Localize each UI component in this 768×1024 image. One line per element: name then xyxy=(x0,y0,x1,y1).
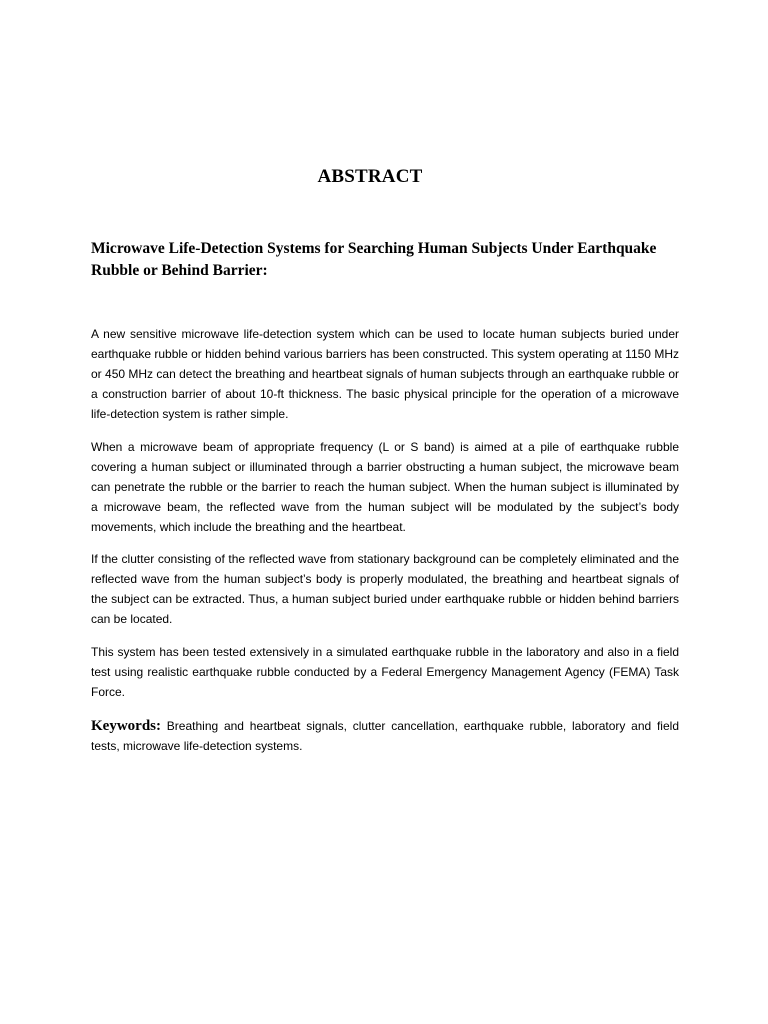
paper-title: Microwave Life-Detection Systems for Searching Human Subjects Under Earthquake Rubble or Behind Barrier: xyxy=(91,240,657,279)
abstract-paragraph-1: A new sensitive microwave life-detection system which can be used to locate human subjects buried under earthquake rubble or hidden behind various barriers has been constructed. This system operating at 1150 MHz or 450 MHz can detect the breathing and heartbeat signals of human subjects through an earthquake rubble or a construction barrier of about 10-ft thickness. The basic physical principle for the operation of a microwave life-detection system is rather simple. xyxy=(91,327,679,421)
abstract-heading: ABSTRACT xyxy=(317,166,423,187)
keywords-paragraph xyxy=(91,716,679,756)
keywords-text: Breathing and heartbeat signals, clutter cancellation, earthquake rubble, laboratory and field tests, microwave life-detection systems. xyxy=(91,719,679,753)
abstract-paragraph-3: If the clutter consisting of the reflected wave from stationary background can be completely eliminated and the reflected wave from the human subject’s body is properly modulated, the breathing and heartbeat signals of the subject can be extracted. Thus, a human subject buried under earthquake rubble or hidden behind barriers can be located. xyxy=(91,552,679,626)
abstract-paragraph-4: This system has been tested extensively in a simulated earthquake rubble in the laboratory and also in a field test using realistic earthquake rubble conducted by a Federal Emergency Management Agency (FEMA) Task Force. xyxy=(91,645,679,699)
keywords-label: Keywords: xyxy=(91,718,161,734)
abstract-paragraph-2: When a microwave beam of appropriate frequency (L or S band) is aimed at a pile of earthquake rubble covering a human subject or illuminated through a barrier obstructing a human subject, the microwave beam can penetrate the rubble or the barrier to reach the human subject. When the human subject is illuminated by a microwave beam, the reflected wave from the human subject will be modulated by the subject’s body movements, which include the breathing and the heartbeat. xyxy=(91,440,679,534)
